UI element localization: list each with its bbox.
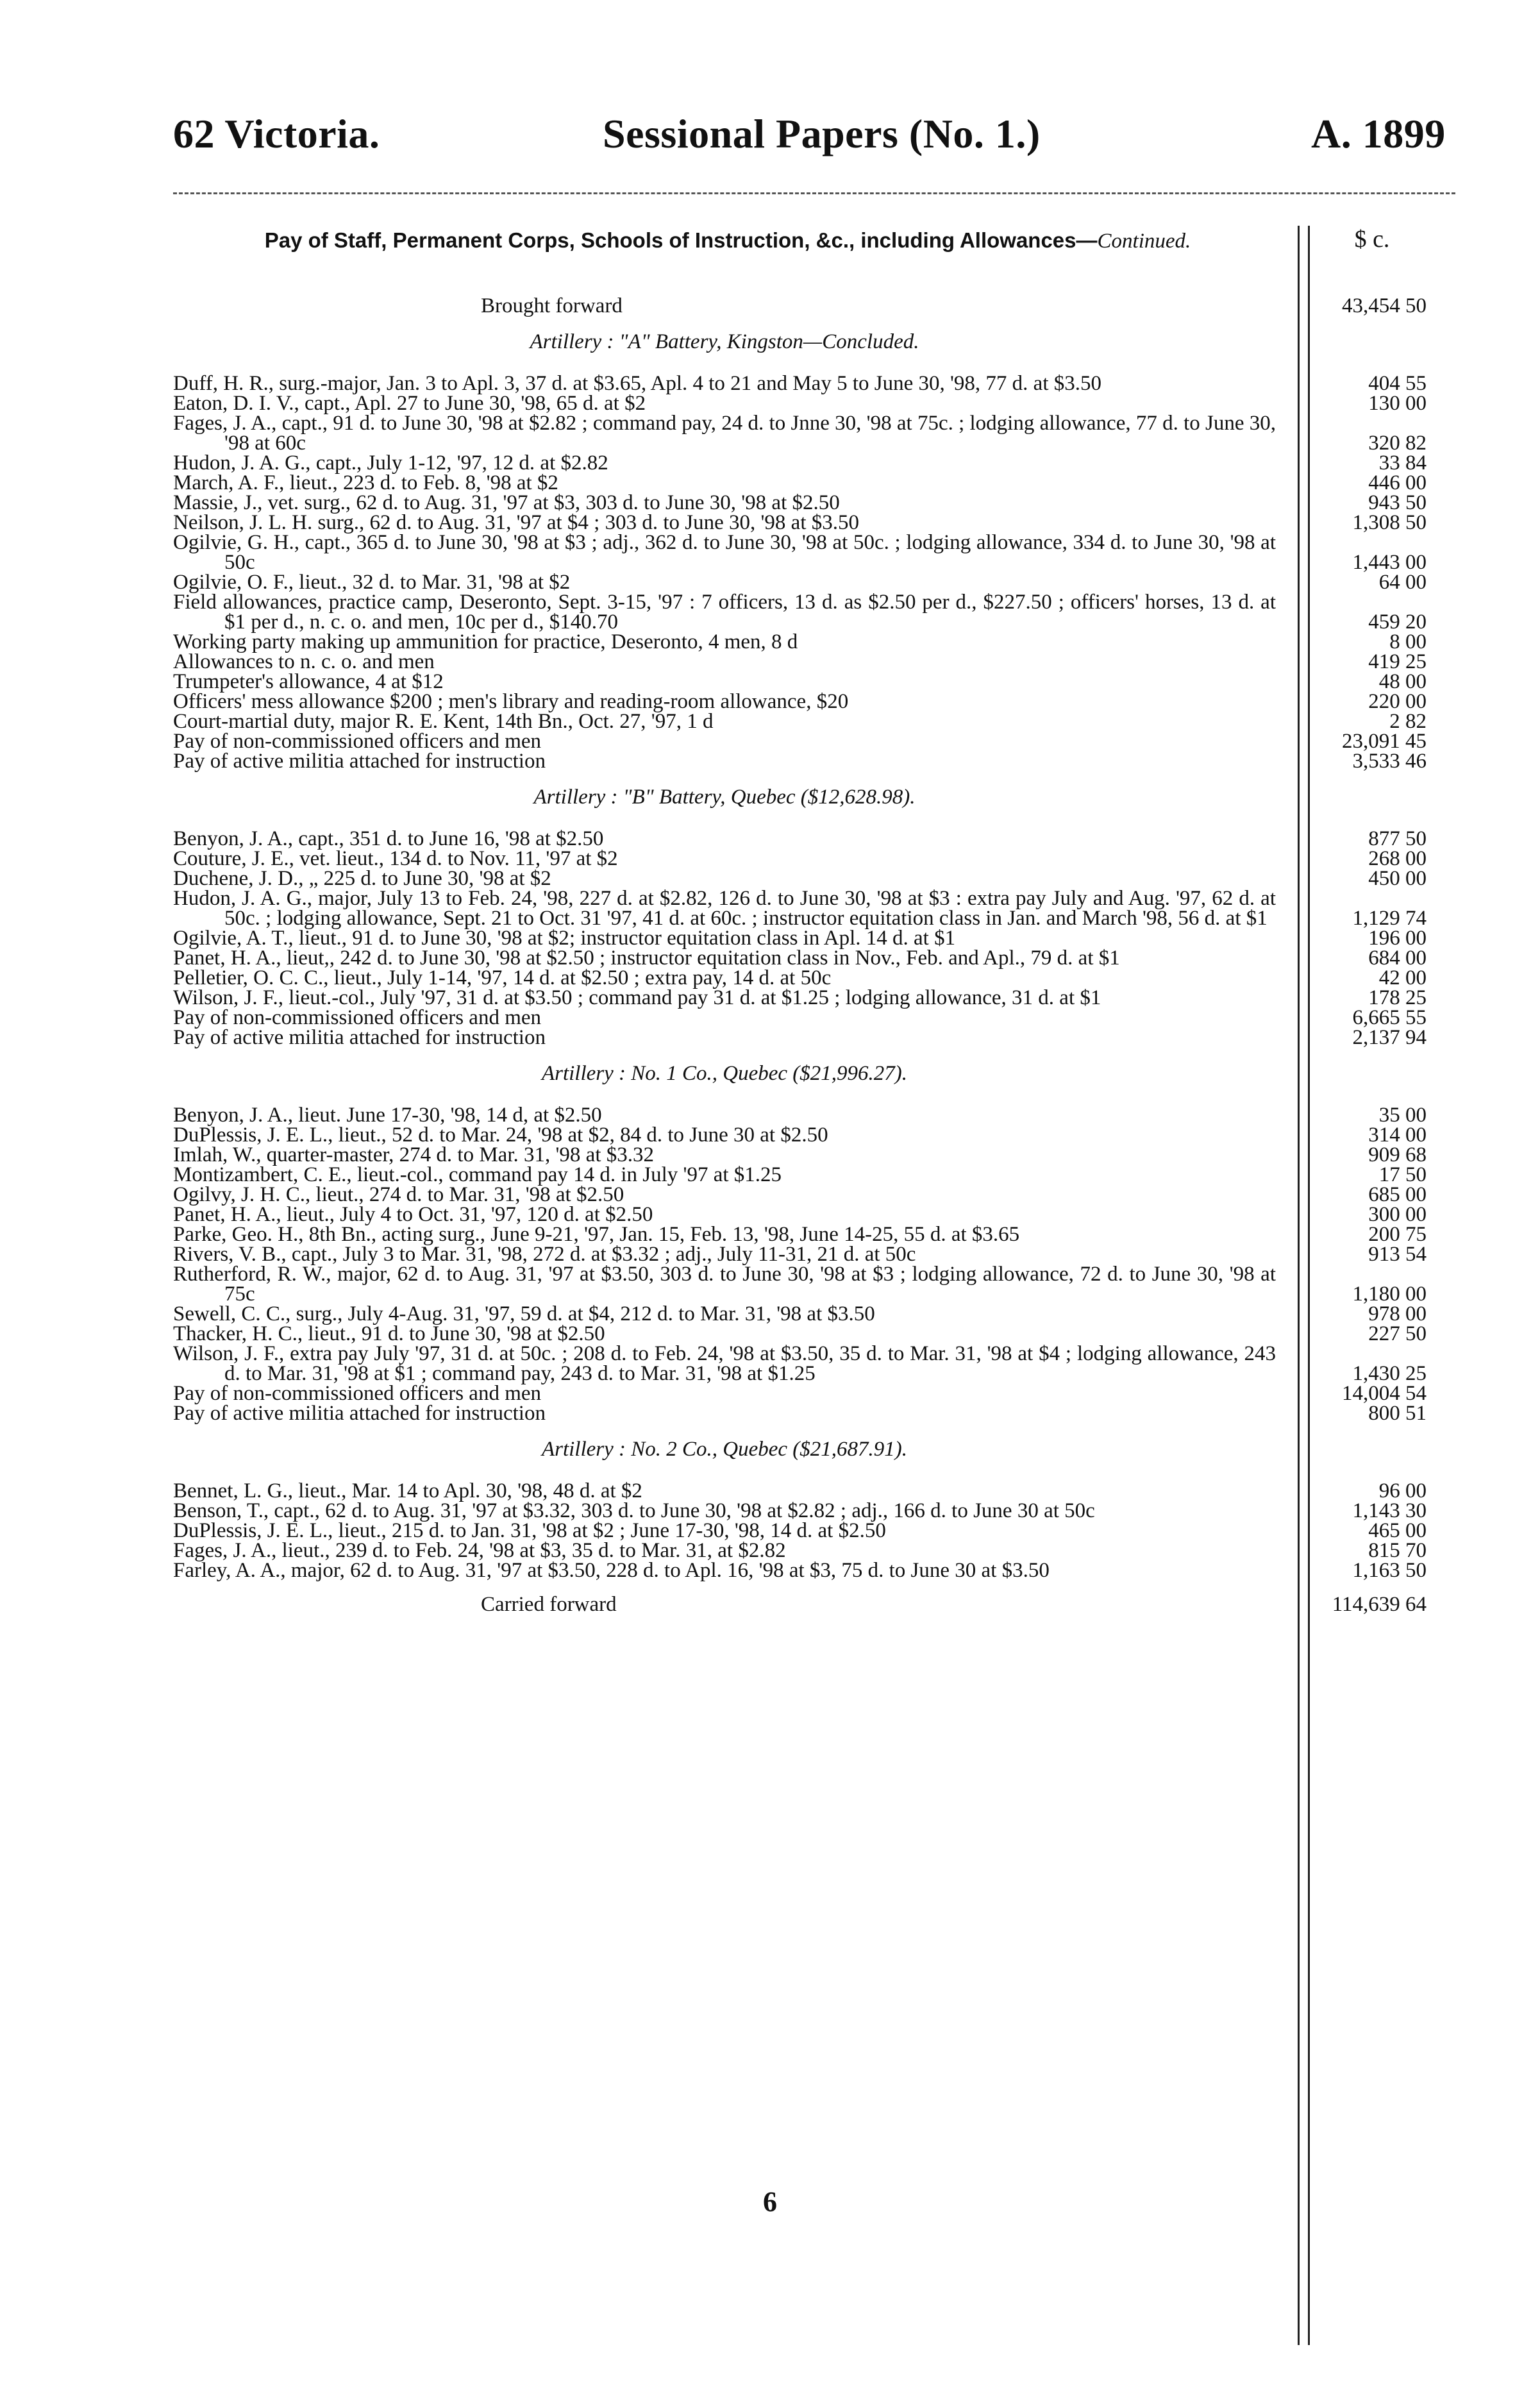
entry-amount: 909 68 <box>1368 1143 1427 1166</box>
entry-description: Eaton, D. I. V., capt., Apl. 27 to June 30, '98, 65 d. at $2 <box>173 392 646 415</box>
ledger-row <box>173 493 1462 513</box>
ledger-row <box>173 988 1462 1008</box>
entry-description: Rivers, V. B., capt., July 3 to Mar. 31, '98, 272 d. at $3.32 ; adj., July 11-31, 21 d. at 50c <box>173 1243 916 1266</box>
entry-description: Imlah, W., quarter-master, 274 d. to Mar. 31, '98 at $3.32 <box>173 1143 654 1166</box>
entry-description: Neilson, J. L. H. surg., 62 d. to Aug. 31, '97 at $4 ; 303 d. to June 30, '98 at $3.50 <box>173 511 860 534</box>
ledger-row <box>173 414 1462 453</box>
ledger-row <box>173 533 1462 573</box>
entry-description: Ogilvy, J. H. C., lieut., 274 d. to Mar. 31, '98 at $2.50 <box>173 1183 624 1206</box>
entry-amount: 64 00 <box>1378 571 1427 594</box>
ledger-row <box>173 968 1462 988</box>
entry-description: DuPlessis, J. E. L., lieut., 215 d. to Jan. 31, '98 at $2 ; June 17-30, '98, 14 d. at $2.50 <box>173 1519 886 1542</box>
entry-amount: 465 00 <box>1368 1519 1427 1542</box>
ledger-row <box>173 712 1462 732</box>
entry-description: Officers' mess allowance $200 ; men's library and reading-room allowance, $20 <box>173 690 849 713</box>
page-number: 6 <box>763 2186 777 2217</box>
entry-description: Ogilvie, G. H., capt., 365 d. to June 30, '98 at $3 ; adj., 362 d. to June 30, '98 at 50c. ; lodging allowance, 334 d. to June 30, '98 at 50c <box>173 531 1276 574</box>
entry-amount: 450 00 <box>1368 867 1427 890</box>
section-title: Artillery : "A" Battery, Kingston—Concluded. <box>530 330 919 353</box>
ledger-row <box>173 849 1462 869</box>
ledger-row <box>173 929 1462 948</box>
entry-amount: 33 84 <box>1378 451 1427 475</box>
ledger-row <box>173 652 1462 672</box>
entry-description: March, A. F., lieut., 223 d. to Feb. 8, '98 at $2 <box>173 471 558 494</box>
entry-amount: 220 00 <box>1368 690 1427 713</box>
entry-description: Panet, H. A., lieut,, 242 d. to June 30, '98 at $2.50 ; instructor equitation class in Nov., Feb. and Apl., 79 d. at $1 <box>173 946 1120 970</box>
entry-description: Farley, A. A., major, 62 d. to Aug. 31, '97 at $3.50, 228 d. to Apl. 16, '98 at $3, 75 d. to June 30 at $3.50 <box>173 1559 1050 1582</box>
entry-description: Court-martial duty, major R. E. Kent, 14th Bn., Oct. 27, '97, 1 d <box>173 710 714 733</box>
entry-description: Wilson, J. F., lieut.-col., July '97, 31 d. at $3.50 ; command pay 31 d. at $1.25 ; lodging allowance, 31 d. at $1 <box>173 986 1101 1009</box>
ledger-row <box>173 1205 1462 1225</box>
brought-forward-row <box>173 296 1462 316</box>
entry-description: Pelletier, O. C. C., lieut., July 1-14, '97, 14 d. at $2.50 ; extra pay, 14 d. at 50c <box>173 966 832 989</box>
entry-description: Montizambert, C. E., lieut.-col., command pay 14 d. in July '97 at $1.25 <box>173 1163 782 1186</box>
ledger-row <box>173 1245 1462 1265</box>
ledger-row <box>173 394 1462 414</box>
entry-description: Ogilvie, A. T., lieut., 91 d. to June 30, '98 at $2; instructor equitation class in Apl. 14 d. at $1 <box>173 927 956 950</box>
entry-amount: 459 20 <box>1368 610 1427 634</box>
ledger-row <box>173 473 1462 493</box>
entry-amount: 268 00 <box>1368 847 1427 870</box>
entry-description: Sewell, C. C., surg., July 4-Aug. 31, '97, 59 d. at $4, 212 d. to Mar. 31, '98 at $3.50 <box>173 1302 875 1325</box>
entry-amount: 200 75 <box>1368 1223 1427 1246</box>
ledger-row <box>173 829 1462 849</box>
header-rule <box>173 192 1455 194</box>
entry-description: DuPlessis, J. E. L., lieut., 52 d. to Mar. 24, '98 at $2, 84 d. to June 30 at $2.50 <box>173 1123 828 1147</box>
entry-amount: 684 00 <box>1368 946 1427 970</box>
entry-description: Thacker, H. C., lieut., 91 d. to June 30, '98 at $2.50 <box>173 1322 605 1345</box>
entry-amount: 446 00 <box>1368 471 1427 494</box>
entry-amount: 96 00 <box>1378 1479 1427 1502</box>
entry-description: Duchene, J. D., „ 225 d. to June 30, '98 at $2 <box>173 867 551 890</box>
entry-amount: 2,137 94 <box>1352 1026 1427 1049</box>
entry-amount: 943 50 <box>1368 491 1427 514</box>
ledger-row <box>173 869 1462 889</box>
entry-amount: 320 82 <box>1368 432 1427 455</box>
table-title: Pay of Staff, Permanent Corps, Schools of Instruction, &c., including Allowances—Continued. <box>264 228 1191 253</box>
entry-amount: 1,308 50 <box>1352 511 1427 534</box>
entry-description: Hudon, J. A. G., capt., July 1-12, '97, 12 d. at $2.82 <box>173 451 608 475</box>
entry-description: Ogilvie, O. F., lieut., 32 d. to Mar. 31, '98 at $2 <box>173 571 571 594</box>
entry-description: Panet, H. A., lieut., July 4 to Oct. 31, '97, 120 d. at $2.50 <box>173 1203 653 1226</box>
entry-amount: 877 50 <box>1368 827 1427 850</box>
header-year: A. 1899 <box>1311 111 1446 156</box>
entry-amount: 178 25 <box>1368 986 1427 1009</box>
ledger-row <box>173 672 1462 692</box>
entry-amount: 2 82 <box>1389 710 1427 733</box>
ledger-row <box>173 1521 1462 1541</box>
ledger-row <box>173 889 1462 929</box>
entry-description: Pay of active militia attached for instruction <box>173 1026 546 1049</box>
entry-amount: 1,163 50 <box>1352 1559 1427 1582</box>
entry-amount: 815 70 <box>1368 1539 1427 1562</box>
entry-description: Pay of active militia attached for instruction <box>173 1402 546 1425</box>
entry-amount: 14,004 54 <box>1342 1382 1427 1405</box>
ledger-row <box>173 1324 1462 1344</box>
ledger-row <box>173 1028 1462 1048</box>
entry-description: Wilson, J. F., extra pay July '97, 31 d. at 50c. ; 208 d. to Feb. 24, '98 at $3.50, 35 d. to Mar. 31, '98 at $4 ; lodging allowance, 243 d. to Mar. 31, '98 at $1 ; command pay, 243 d. to Mar. 31, '98 at $1.25 <box>173 1342 1276 1385</box>
table-header <box>173 226 1462 289</box>
page-header <box>0 110 1540 181</box>
ledger-row <box>173 453 1462 473</box>
entry-description: Bennet, L. G., lieut., Mar. 14 to Apl. 30, '98, 48 d. at $2 <box>173 1479 642 1502</box>
section-title: Artillery : "B" Battery, Quebec ($12,628.98). <box>533 786 916 809</box>
ledger-row <box>173 513 1462 533</box>
entry-amount: 227 50 <box>1368 1322 1427 1345</box>
ledger-row <box>173 1481 1462 1501</box>
ledger-row <box>173 632 1462 652</box>
ledger-row <box>173 1125 1462 1145</box>
entry-amount: 6,665 55 <box>1352 1006 1427 1029</box>
ledger-row <box>173 948 1462 968</box>
ledger-row <box>173 1225 1462 1245</box>
entry-amount: 1,430 25 <box>1352 1362 1427 1385</box>
entry-description: Parke, Geo. H., 8th Bn., acting surg., June 9-21, '97, Jan. 15, Feb. 13, '98, June 14-25, 55 d. at $3.65 <box>173 1223 1020 1246</box>
entry-amount: 1,443 00 <box>1352 551 1427 574</box>
entry-amount: 48 00 <box>1378 670 1427 693</box>
ledger-row <box>173 374 1462 394</box>
entry-description: Pay of non-commissioned officers and men <box>173 730 542 753</box>
entry-description: Pay of non-commissioned officers and men <box>173 1006 542 1029</box>
ledger-row <box>173 1561 1462 1581</box>
header-title: Sessional Papers (No. 1.) <box>603 111 1041 156</box>
entry-amount: 1,143 30 <box>1352 1499 1427 1522</box>
header-session: 62 Victoria. <box>173 111 380 156</box>
entry-amount: 978 00 <box>1368 1302 1427 1325</box>
ledger-row <box>173 1265 1462 1304</box>
brought-forward-amount: 43,454 50 <box>1342 294 1427 317</box>
entry-description: Fages, J. A., capt., 91 d. to June 30, '98 at $2.82 ; command pay, 24 d. to Jnne 30, '98 at 75c. ; lodging allowance, 77 d. to June 30, '98 at 60c <box>173 412 1276 455</box>
ledger-row <box>173 732 1462 752</box>
entry-amount: 419 25 <box>1368 650 1427 673</box>
entry-description: Duff, H. R., surg.-major, Jan. 3 to Apl. 3, 37 d. at $3.65, Apl. 4 to 21 and May 5 to June 30, '98, 77 d. at $3.50 <box>173 372 1101 395</box>
entry-amount: 800 51 <box>1368 1402 1427 1425</box>
ledger-row <box>173 1304 1462 1324</box>
entry-amount: 300 00 <box>1368 1203 1427 1226</box>
ledger-row <box>173 692 1462 712</box>
entry-description: Rutherford, R. W., major, 62 d. to Aug. 31, '97 at $3.50, 303 d. to June 30, '98 at $3 ; lodging allowance, 72 d. to June 30, '98 at 75c <box>173 1263 1276 1306</box>
entry-amount: 404 55 <box>1368 372 1427 395</box>
sections <box>173 316 1462 1581</box>
ledger-row <box>173 752 1462 771</box>
brought-forward-label: Brought forward <box>481 294 623 317</box>
ledger-row <box>173 1501 1462 1521</box>
entry-amount: 1,129 74 <box>1352 907 1427 930</box>
ledger-row <box>173 573 1462 593</box>
carried-forward-row <box>173 1581 1462 1615</box>
entry-description: Benyon, J. A., capt., 351 d. to June 16, '98 at $2.50 <box>173 827 604 850</box>
entry-description: Pay of non-commissioned officers and men <box>173 1382 542 1405</box>
ledger-row <box>173 1106 1462 1125</box>
carried-forward-amount: 114,639 64 <box>1332 1593 1427 1616</box>
ledger-row <box>173 1145 1462 1165</box>
entry-amount: 913 54 <box>1368 1243 1427 1266</box>
section-title: Artillery : No. 1 Co., Quebec ($21,996.27). <box>541 1062 908 1085</box>
entry-description: Pay of active militia attached for instruction <box>173 750 546 773</box>
entry-description: Trumpeter's allowance, 4 at $12 <box>173 670 444 693</box>
table-title-continued: Continued. <box>1097 230 1191 253</box>
ledger-row <box>173 1165 1462 1185</box>
entry-description: Hudon, J. A. G., major, July 13 to Feb. 24, '98, 227 d. at $2.82, 126 d. to June 30, '98 at $3 : extra pay July and Aug. '97, 62 d. at 50c. ; lodging allowance, Sept. 21 to Oct. 31 '97, 41 d. at 60c. ; instructor equitation class in Jan. and March '98, 56 d. at $1 <box>173 887 1276 930</box>
ledger-row <box>173 1384 1462 1404</box>
entry-description: Working party making up ammunition for practice, Deseronto, 4 men, 8 d <box>173 630 798 653</box>
ledger-row <box>173 593 1462 632</box>
entry-description: Benyon, J. A., lieut. June 17-30, '98, 14 d, at $2.50 <box>173 1104 602 1127</box>
entry-amount: 17 50 <box>1378 1163 1427 1186</box>
ledger <box>173 226 1462 2380</box>
entry-amount: 42 00 <box>1378 966 1427 989</box>
ledger-row <box>173 1541 1462 1561</box>
entry-amount: 1,180 00 <box>1352 1283 1427 1306</box>
entry-amount: 130 00 <box>1368 392 1427 415</box>
ledger-row <box>173 1008 1462 1028</box>
entry-amount: 196 00 <box>1368 927 1427 950</box>
carried-forward-label: Carried forward <box>481 1593 617 1616</box>
ledger-row <box>173 1404 1462 1424</box>
ledger-row <box>173 1185 1462 1205</box>
entry-description: Massie, J., vet. surg., 62 d. to Aug. 31, '97 at $3, 303 d. to June 30, '98 at $2.50 <box>173 491 840 514</box>
entry-description: Fages, J. A., lieut., 239 d. to Feb. 24, '98 at $3, 35 d. to Mar. 31, at $2.82 <box>173 1539 786 1562</box>
entry-description: Field allowances, practice camp, Deseronto, Sept. 3-15, '97 : 7 officers, 13 d. as $2.50 per d., $227.50 ; officers' horses, 13 d. at $1 per d., n. c. o. and men, 10c per d., $140.70 <box>173 591 1276 634</box>
entry-amount: 314 00 <box>1368 1123 1427 1147</box>
section-title: Artillery : No. 2 Co., Quebec ($21,687.91). <box>541 1438 908 1461</box>
entry-amount: 3,533 46 <box>1352 750 1427 773</box>
entry-description: Benson, T., capt., 62 d. to Aug. 31, '97 at $3.32, 303 d. to June 30, '98 at $2.82 ; adj., 166 d. to June 30 at 50c <box>173 1499 1095 1522</box>
currency-heading: $ c. <box>1354 226 1390 253</box>
entry-amount: 23,091 45 <box>1342 730 1427 753</box>
entry-amount: 8 00 <box>1389 630 1427 653</box>
ledger-row <box>173 1344 1462 1384</box>
entry-amount: 35 00 <box>1378 1104 1427 1127</box>
entry-amount: 685 00 <box>1368 1183 1427 1206</box>
entry-description: Allowances to n. c. o. and men <box>173 650 435 673</box>
ledger-sheet <box>173 226 1462 1615</box>
entry-description: Couture, J. E., vet. lieut., 134 d. to Nov. 11, '97 at $2 <box>173 847 618 870</box>
